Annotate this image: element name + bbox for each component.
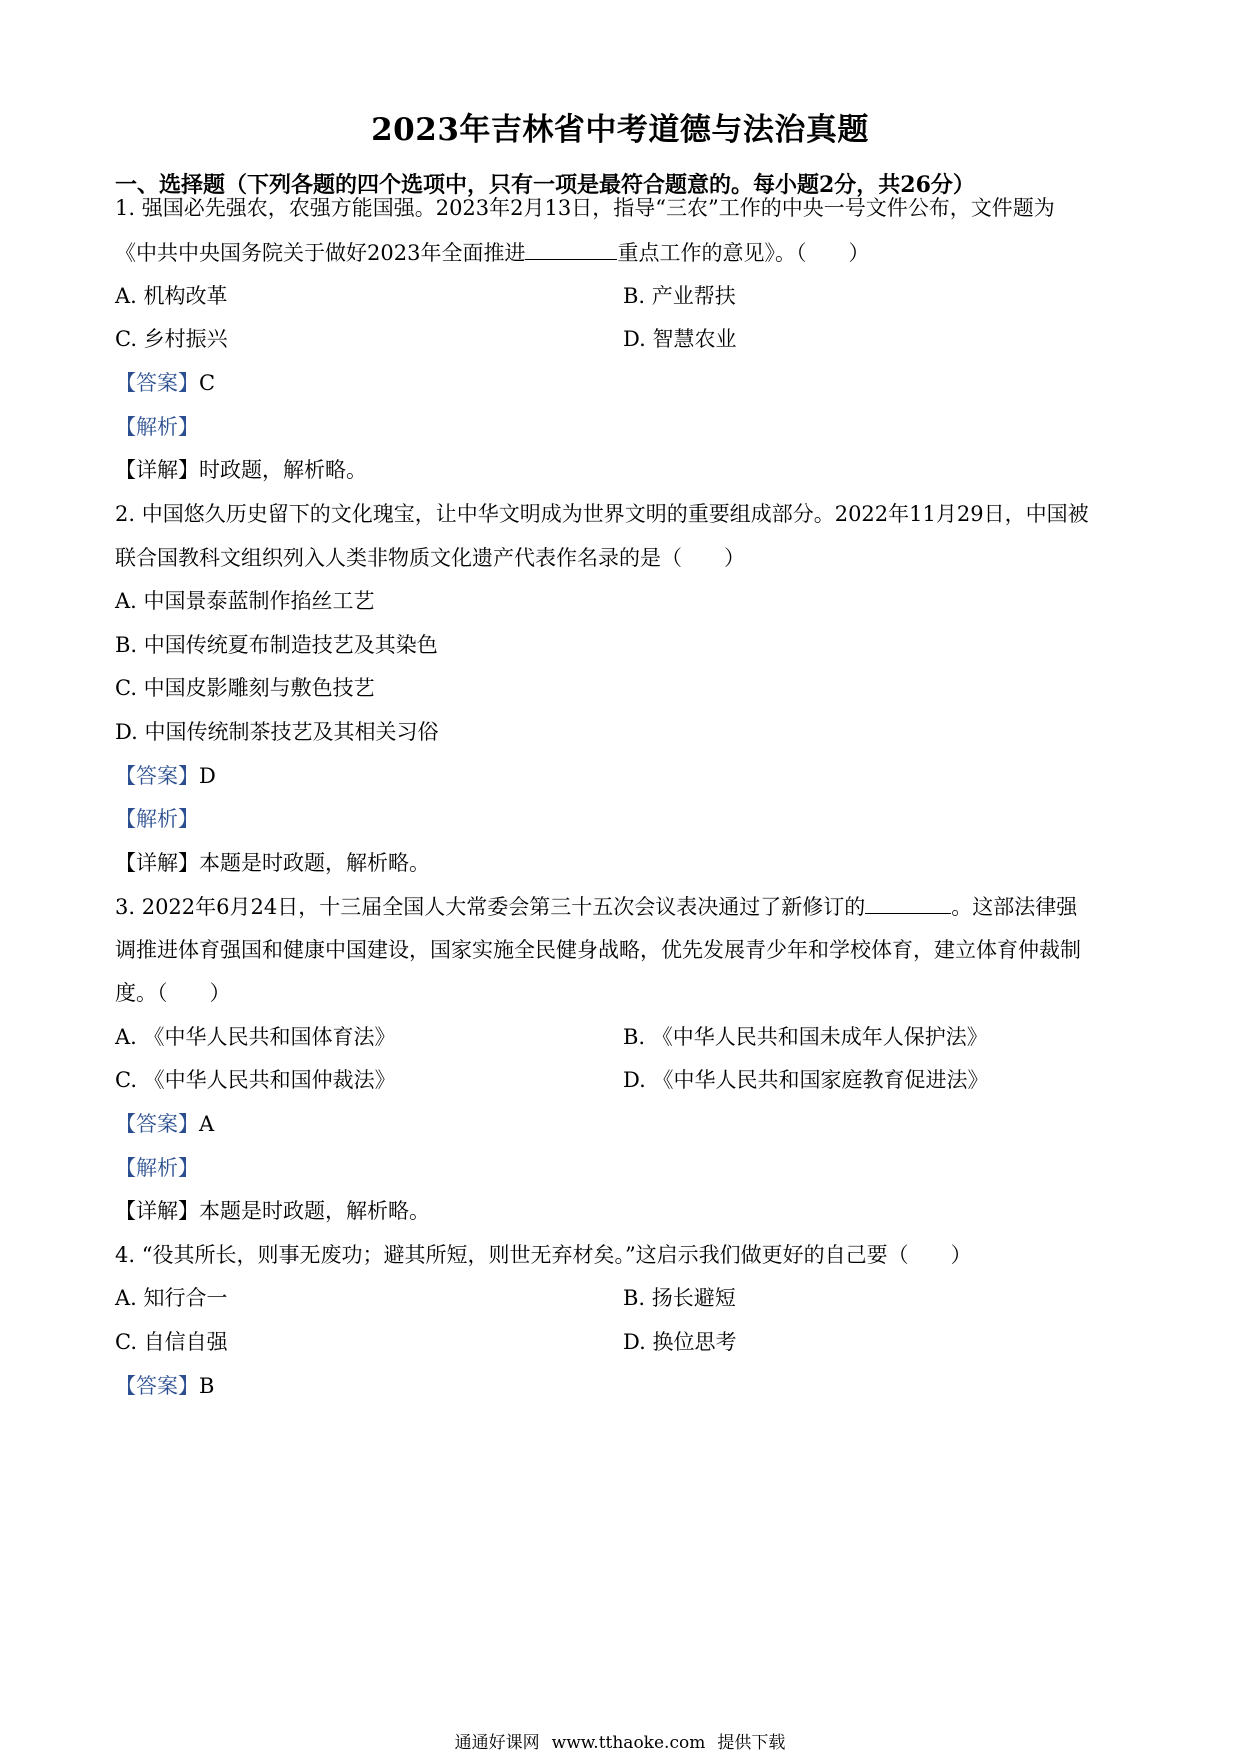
q1-stem-line2-post: 重点工作的意见》。（ ） [617, 241, 870, 265]
section-heading: 一、选择题（下列各题的四个选项中，只有一项是最符合题意的。每小题2分，共26分） [115, 172, 975, 198]
q4-answer-value: B [199, 1374, 215, 1398]
q3-stem-line1-post: 。这部法律强 [951, 895, 1078, 919]
fill-in-blank [525, 237, 617, 260]
q3-stem-line3: 度。（ ） [115, 981, 231, 1005]
q2-option-c: C. 中国皮影雕刻与敷色技艺 [115, 676, 375, 700]
q1-option-b: B. 产业帮扶 [623, 284, 736, 308]
footer-url[interactable]: www.tthaoke.com [551, 1733, 706, 1753]
analysis-tag: 【解析】 [115, 807, 199, 831]
q2-stem-line1: 2. 中国悠久历史留下的文化瑰宝，让中华文明成为世界文明的重要组成部分。2022年11月29日，中国被 [115, 502, 1089, 526]
q3-option-b: B. 《中华人民共和国未成年人保护法》 [623, 1025, 988, 1049]
q2-detail [115, 848, 430, 878]
footer-site-name: 通通好课网 [454, 1733, 540, 1753]
q3-analysis [115, 1153, 199, 1183]
q1-stem-line2 [115, 237, 869, 268]
q1-detail-text: 时政题，解析略。 [199, 458, 367, 482]
page-title: 2023年吉林省中考道德与法治真题 [371, 112, 869, 148]
answer-tag: 【答案】 [115, 371, 199, 395]
detail-tag: 【详解】 [115, 1199, 199, 1223]
q2-option-b: B. 中国传统夏布制造技艺及其染色 [115, 633, 438, 657]
q1-option-d: D. 智慧农业 [623, 327, 737, 351]
q3-stem-line2: 调推进体育强国和健康中国建设，国家实施全民健身战略，优先发展青少年和学校体育，建立体育仲裁制 [115, 938, 1081, 962]
q3-stem-line1-pre: 3. 2022年6月24日，十三届全国人大常委会第三十五次会议表决通过了新修订的 [115, 895, 866, 919]
q2-option-a: A. 中国景泰蓝制作掐丝工艺 [115, 589, 375, 613]
q2-analysis [115, 804, 199, 834]
page-footer [0, 1728, 1240, 1753]
q3-option-a: A. 《中华人民共和国体育法》 [115, 1025, 396, 1049]
q1-analysis [115, 412, 199, 442]
q3-detail [115, 1196, 430, 1226]
q3-answer-value: A [199, 1112, 215, 1136]
q1-answer [115, 368, 215, 398]
q2-detail-text: 本题是时政题，解析略。 [199, 851, 430, 875]
answer-tag: 【答案】 [115, 1112, 199, 1136]
analysis-tag: 【解析】 [115, 1156, 199, 1180]
q2-stem-line2: 联合国教科文组织列入人类非物质文化遗产代表作名录的是（ ） [115, 546, 745, 570]
q4-stem-line1: 4. “役其所长，则事无废功；避其所短，则世无弃材矣。”这启示我们做更好的自己要（ ） [115, 1243, 972, 1267]
q1-answer-value: C [199, 371, 216, 395]
q2-option-d: D. 中国传统制茶技艺及其相关习俗 [115, 720, 439, 744]
detail-tag: 【详解】 [115, 458, 199, 482]
q1-detail [115, 455, 367, 485]
q3-option-c: C. 《中华人民共和国仲裁法》 [115, 1068, 396, 1092]
q4-option-d: D. 换位思考 [623, 1330, 737, 1354]
q3-stem-line1 [115, 891, 1077, 922]
q4-option-b: B. 扬长避短 [623, 1286, 736, 1310]
q4-answer [115, 1371, 214, 1401]
q1-stem-line2-pre: 《中共中央国务院关于做好2023年全面推进 [115, 241, 526, 265]
q1-stem-line1: 1. 强国必先强农，农强方能国强。2023年2月13日，指导“三农”工作的中央一号文件公布，文件题为 [115, 196, 1055, 220]
detail-tag: 【详解】 [115, 851, 199, 875]
fill-in-blank [865, 891, 951, 914]
q1-option-a: A. 机构改革 [115, 284, 228, 308]
q2-answer-value: D [199, 764, 216, 788]
q3-detail-text: 本题是时政题，解析略。 [199, 1199, 430, 1223]
q2-answer [115, 761, 216, 791]
answer-tag: 【答案】 [115, 1374, 199, 1398]
q1-option-c: C. 乡村振兴 [115, 327, 228, 351]
q4-option-c: C. 自信自强 [115, 1330, 228, 1354]
analysis-tag: 【解析】 [115, 415, 199, 439]
q4-option-a: A. 知行合一 [115, 1286, 228, 1310]
footer-suffix: 提供下载 [717, 1733, 786, 1753]
q3-option-d: D. 《中华人民共和国家庭教育促进法》 [623, 1068, 989, 1092]
q3-answer [115, 1109, 214, 1139]
answer-tag: 【答案】 [115, 764, 199, 788]
